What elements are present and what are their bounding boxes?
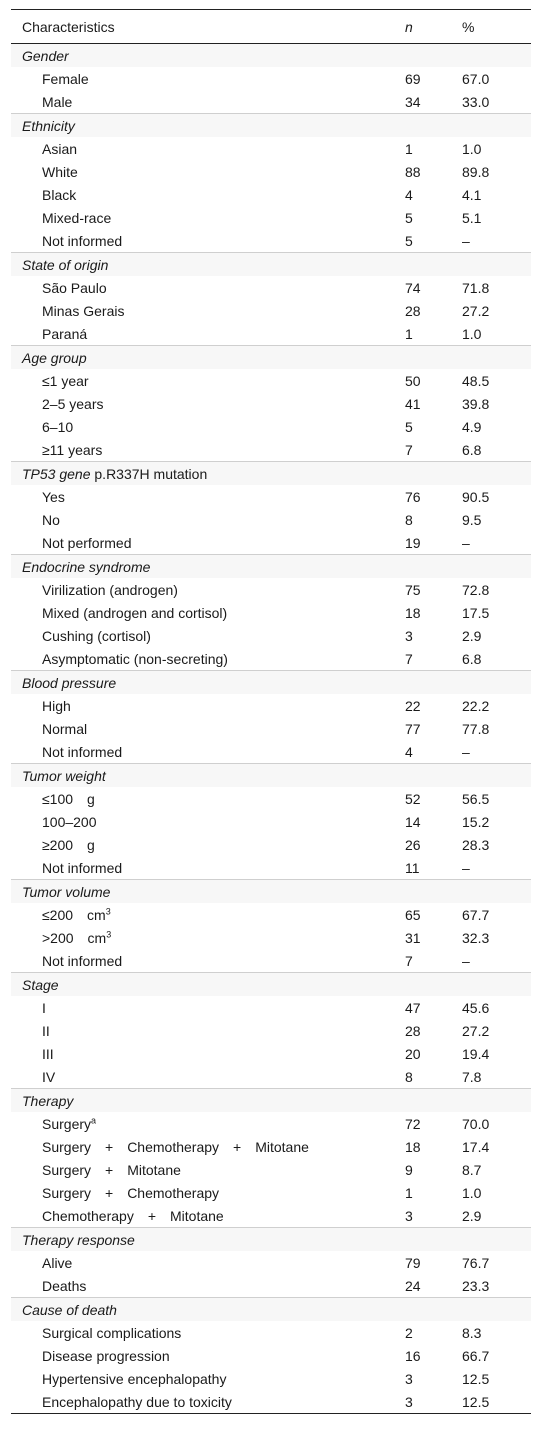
row-count: 7 <box>405 952 413 969</box>
row-percent: 22.2 <box>462 697 490 714</box>
row-label: Virilization (androgen) <box>42 581 178 598</box>
row-label: ≤200 cm <box>42 906 106 923</box>
row-percent: 67.7 <box>462 906 490 923</box>
row-percent: – <box>462 952 470 969</box>
table-row <box>11 1344 531 1367</box>
table-row <box>11 415 531 438</box>
row-label-cell <box>11 1065 399 1089</box>
table-row <box>11 1112 531 1135</box>
row-count: 1 <box>405 325 413 342</box>
group-label-cell <box>11 1089 531 1113</box>
table-row <box>11 1158 531 1181</box>
table-row <box>11 624 531 647</box>
row-percent: 67.0 <box>462 70 490 87</box>
row-count: 79 <box>405 1254 421 1271</box>
row-label-cell <box>11 1112 399 1135</box>
row-label: Deaths <box>42 1277 87 1294</box>
row-label: Asymptomatic (non-secreting) <box>42 650 228 667</box>
group-row <box>11 114 531 138</box>
row-percent: 48.5 <box>462 372 490 389</box>
row-percent: 1.0 <box>462 1184 482 1201</box>
row-label: Surgical complications <box>42 1324 182 1341</box>
table-row <box>11 1065 531 1089</box>
row-percent: 28.3 <box>462 836 490 853</box>
row-label-cell <box>11 647 399 671</box>
row-label-cell <box>11 485 399 508</box>
characteristics-table <box>11 9 531 1414</box>
row-percent: 56.5 <box>462 790 490 807</box>
row-count: 14 <box>405 813 421 830</box>
group-label-cell <box>11 671 531 695</box>
table-row <box>11 1251 531 1274</box>
group-row <box>11 253 531 277</box>
row-label: Alive <box>42 1254 73 1271</box>
group-label: Cause of death <box>22 1301 117 1318</box>
table-row <box>11 1274 531 1298</box>
group-label: Gender <box>22 47 69 64</box>
row-label: 2–5 years <box>42 395 104 412</box>
row-label: Not informed <box>42 859 123 876</box>
row-label-cell <box>11 578 399 601</box>
row-percent: – <box>462 232 470 249</box>
row-label-cell <box>11 415 399 438</box>
row-label-cell <box>11 1274 399 1298</box>
table-row <box>11 856 531 880</box>
row-label: III <box>42 1045 54 1062</box>
group-label-cell <box>11 114 531 138</box>
row-label-cell <box>11 810 399 833</box>
row-count: 41 <box>405 395 421 412</box>
row-count: 5 <box>405 232 413 249</box>
table-row <box>11 740 531 764</box>
group-row <box>11 462 531 486</box>
table-row <box>11 717 531 740</box>
table-row <box>11 276 531 299</box>
group-label: Blood pressure <box>22 674 117 691</box>
row-count: 16 <box>405 1347 421 1364</box>
table-row <box>11 601 531 624</box>
group-row <box>11 555 531 579</box>
row-label-cell <box>11 1181 399 1204</box>
row-label-cell <box>11 903 399 926</box>
row-label-cell <box>11 1042 399 1065</box>
row-percent: – <box>462 743 470 760</box>
characteristics-table-container <box>11 9 531 1414</box>
table-body <box>11 44 531 1414</box>
group-row <box>11 671 531 695</box>
table-row <box>11 1367 531 1390</box>
row-label: Encephalopathy due to toxicity <box>42 1393 232 1410</box>
group-label: Age group <box>22 349 87 366</box>
table-row <box>11 90 531 114</box>
group-label-cell <box>11 462 531 486</box>
row-percent: 4.1 <box>462 186 482 203</box>
row-label-cell <box>11 183 399 206</box>
row-label: 6–10 <box>42 418 74 435</box>
row-count: 69 <box>405 70 421 87</box>
row-label: I <box>42 999 46 1016</box>
row-label-cell <box>11 601 399 624</box>
row-count: 24 <box>405 1277 421 1294</box>
table-row <box>11 183 531 206</box>
row-count: 34 <box>405 93 421 110</box>
row-count: 77 <box>405 720 421 737</box>
group-label: State of origin <box>22 256 109 273</box>
row-label-cell <box>11 856 399 880</box>
table-row <box>11 67 531 90</box>
row-label-superscript: 3 <box>105 905 111 916</box>
row-percent: 77.8 <box>462 720 490 737</box>
row-percent: 8.7 <box>462 1161 482 1178</box>
row-count: 75 <box>405 581 421 598</box>
group-row <box>11 1228 531 1252</box>
row-label-cell <box>11 717 399 740</box>
row-count: 20 <box>405 1045 421 1062</box>
table-row <box>11 1321 531 1344</box>
table-row <box>11 833 531 856</box>
row-label: White <box>42 163 78 180</box>
group-label: Endocrine syndrome <box>22 558 151 575</box>
row-label-superscript: 3 <box>106 928 112 939</box>
row-count: 11 <box>405 859 420 876</box>
row-label: Normal <box>42 720 88 737</box>
row-label: 100–200 <box>42 813 97 830</box>
table-row <box>11 810 531 833</box>
row-count: 3 <box>405 1370 413 1387</box>
table-row <box>11 485 531 508</box>
group-label: Stage <box>22 976 59 993</box>
row-label-cell <box>11 740 399 764</box>
row-percent: 39.8 <box>462 395 490 412</box>
row-label-cell <box>11 926 399 949</box>
row-label: ≥11 years <box>42 441 103 458</box>
table-row <box>11 299 531 322</box>
table-row <box>11 787 531 810</box>
row-count: 3 <box>399 1390 456 1414</box>
row-label: Black <box>42 186 77 203</box>
row-count: 5 <box>405 209 413 226</box>
row-label: Mixed-race <box>42 209 112 226</box>
row-label-cell <box>11 1344 399 1367</box>
table-row <box>11 1204 531 1228</box>
row-count: 8 <box>405 511 413 528</box>
header-characteristics: Characteristics <box>22 18 115 35</box>
table-row <box>11 206 531 229</box>
row-label-cell <box>11 67 399 90</box>
row-percent: 2.9 <box>462 1207 482 1224</box>
row-label-cell <box>11 276 399 299</box>
row-label-cell <box>11 1135 399 1158</box>
row-label-cell <box>11 833 399 856</box>
row-count: 76 <box>405 488 421 505</box>
row-percent: 8.3 <box>462 1324 482 1341</box>
row-label-cell <box>11 206 399 229</box>
row-percent: 4.9 <box>462 418 482 435</box>
group-label-cell <box>11 1298 531 1322</box>
row-count: 1 <box>405 140 413 157</box>
row-label-cell <box>11 299 399 322</box>
row-count: 3 <box>405 1207 413 1224</box>
row-label: Not informed <box>42 743 123 760</box>
group-row <box>11 973 531 997</box>
row-count: 18 <box>405 604 421 621</box>
row-percent: 19.4 <box>462 1045 490 1062</box>
group-label-cell <box>11 555 531 579</box>
row-label-cell <box>11 438 399 462</box>
row-count: 4 <box>405 743 413 760</box>
row-label: Cushing (cortisol) <box>42 627 151 644</box>
group-row <box>11 1089 531 1113</box>
row-label: Not performed <box>42 534 132 551</box>
row-count: 88 <box>405 163 421 180</box>
row-label: ≤1 year <box>42 372 89 389</box>
group-label-cell <box>11 346 531 370</box>
row-percent: 9.5 <box>462 511 482 528</box>
row-percent: 7.8 <box>462 1068 482 1085</box>
row-percent: – <box>462 859 470 876</box>
row-label: Surgery + Chemotherapy + Mitotane <box>42 1138 309 1155</box>
table-row <box>11 949 531 973</box>
row-label: ≥200 g <box>42 836 95 853</box>
row-label-cell <box>11 1019 399 1042</box>
row-count: 47 <box>405 999 421 1016</box>
row-label: II <box>42 1022 50 1039</box>
table-row <box>11 694 531 717</box>
row-count: 26 <box>405 836 421 853</box>
header-row <box>11 10 531 44</box>
group-label-cell <box>11 880 531 904</box>
row-label-cell <box>11 1321 399 1344</box>
table-row <box>11 137 531 160</box>
row-count: 4 <box>405 186 413 203</box>
table-row <box>11 531 531 555</box>
row-percent: 17.4 <box>462 1138 490 1155</box>
table-row <box>11 392 531 415</box>
row-percent: 89.8 <box>462 163 490 180</box>
header-n: n <box>405 18 413 35</box>
row-percent: 1.0 <box>462 325 482 342</box>
table-row <box>11 578 531 601</box>
row-count: 2 <box>405 1324 413 1341</box>
row-percent: 66.7 <box>462 1347 490 1364</box>
row-label-cell <box>11 90 399 114</box>
group-label: Ethnicity <box>22 117 75 134</box>
table-row <box>11 996 531 1019</box>
table-row <box>11 926 531 949</box>
table-row <box>11 1042 531 1065</box>
row-percent: 71.8 <box>462 279 490 296</box>
row-label-cell <box>11 1251 399 1274</box>
row-label-cell <box>11 392 399 415</box>
group-label-cell <box>11 764 531 788</box>
row-count: 31 <box>405 929 421 946</box>
row-label: Mixed (androgen and cortisol) <box>42 604 228 621</box>
row-count: 5 <box>405 418 413 435</box>
row-label: Paraná <box>42 325 88 342</box>
row-percent: 5.1 <box>462 209 482 226</box>
row-count: 8 <box>405 1068 413 1085</box>
row-percent: 12.5 <box>462 1370 490 1387</box>
row-label: Surgery + Chemotherapy <box>42 1184 220 1201</box>
row-count: 3 <box>405 627 413 644</box>
row-label-cell <box>11 369 399 392</box>
row-count: 22 <box>405 697 421 714</box>
group-row <box>11 44 531 68</box>
row-label-cell <box>11 508 399 531</box>
group-row <box>11 880 531 904</box>
row-label: Hypertensive encephalopathy <box>42 1370 227 1387</box>
group-label-cell <box>11 1228 531 1252</box>
row-percent: 33.0 <box>462 93 490 110</box>
row-label-cell <box>11 694 399 717</box>
table-row <box>11 1135 531 1158</box>
table-row <box>11 438 531 462</box>
row-percent: 23.3 <box>462 1277 490 1294</box>
row-percent: 6.8 <box>462 441 482 458</box>
group-label: Tumor weight <box>22 767 106 784</box>
group-label: Tumor volume <box>22 883 111 900</box>
group-label-cell <box>11 44 531 68</box>
group-label-cell <box>11 973 531 997</box>
group-label: TP53 gene <box>22 465 91 482</box>
row-count: 19 <box>405 534 421 551</box>
row-percent: 17.5 <box>462 604 490 621</box>
row-label: Disease progression <box>42 1347 170 1364</box>
group-row <box>11 1298 531 1322</box>
row-label-cell <box>11 787 399 810</box>
group-label-cell <box>11 253 531 277</box>
table-row <box>11 322 531 346</box>
row-label: High <box>42 697 71 714</box>
row-label-cell <box>11 160 399 183</box>
row-label-cell <box>11 322 399 346</box>
row-percent: 12.5 <box>456 1390 531 1414</box>
row-count: 18 <box>405 1138 421 1155</box>
row-label: Asian <box>42 140 78 157</box>
table-row <box>11 508 531 531</box>
row-percent: 76.7 <box>462 1254 490 1271</box>
table-row <box>11 369 531 392</box>
row-label: Female <box>42 70 89 87</box>
row-label-cell <box>11 1158 399 1181</box>
group-label: Therapy response <box>22 1231 135 1248</box>
row-label: Not informed <box>42 952 123 969</box>
group-label-suffix: p.R337H mutation <box>90 465 208 482</box>
row-label-cell <box>11 137 399 160</box>
row-label-cell <box>11 1390 399 1414</box>
table-row <box>11 1019 531 1042</box>
row-label: ≤100 g <box>42 790 95 807</box>
row-percent: 15.2 <box>462 813 490 830</box>
row-percent: 1.0 <box>462 140 482 157</box>
row-label: Surgery + Mitotane <box>42 1161 181 1178</box>
row-label: São Paulo <box>42 279 107 296</box>
row-count: 1 <box>405 1184 413 1201</box>
row-percent: 72.8 <box>462 581 490 598</box>
row-label: Yes <box>42 488 65 505</box>
table-row <box>11 1181 531 1204</box>
row-percent: 70.0 <box>462 1115 490 1132</box>
row-label-cell <box>11 229 399 253</box>
row-count: 28 <box>405 302 421 319</box>
row-percent: 2.9 <box>462 627 482 644</box>
table-row <box>11 903 531 926</box>
row-count: 65 <box>405 906 421 923</box>
row-label-superscript: a <box>91 1114 97 1125</box>
row-percent: 27.2 <box>462 1022 490 1039</box>
row-label: Male <box>42 93 73 110</box>
row-label-cell <box>11 531 399 555</box>
row-percent: – <box>462 534 470 551</box>
row-count: 74 <box>405 279 421 296</box>
row-label-cell <box>11 624 399 647</box>
row-label: Not informed <box>42 232 123 249</box>
table-header <box>11 10 531 44</box>
row-label-cell <box>11 949 399 973</box>
row-label: No <box>42 511 60 528</box>
group-row <box>11 764 531 788</box>
row-percent: 6.8 <box>462 650 482 667</box>
row-label: Chemotherapy + Mitotane <box>42 1207 224 1224</box>
row-count: 72 <box>405 1115 421 1132</box>
row-label-cell <box>11 1367 399 1390</box>
row-count: 28 <box>405 1022 421 1039</box>
row-percent: 90.5 <box>462 488 490 505</box>
row-count: 7 <box>405 650 413 667</box>
group-row <box>11 346 531 370</box>
row-count: 7 <box>405 441 413 458</box>
row-label-cell <box>11 996 399 1019</box>
row-label: Minas Gerais <box>42 302 125 319</box>
table-row <box>11 1390 531 1414</box>
row-label: IV <box>42 1068 56 1085</box>
table-row <box>11 647 531 671</box>
row-count: 9 <box>405 1161 413 1178</box>
row-label: Surgery <box>42 1115 92 1132</box>
group-label: Therapy <box>22 1092 74 1109</box>
row-label: >200 cm <box>42 929 107 946</box>
row-count: 52 <box>405 790 421 807</box>
row-percent: 45.6 <box>462 999 490 1016</box>
table-row <box>11 229 531 253</box>
header-percent: % <box>462 18 475 35</box>
row-count: 50 <box>405 372 421 389</box>
row-percent: 27.2 <box>462 302 490 319</box>
row-percent: 32.3 <box>462 929 490 946</box>
table-row <box>11 160 531 183</box>
row-label-cell <box>11 1204 399 1228</box>
